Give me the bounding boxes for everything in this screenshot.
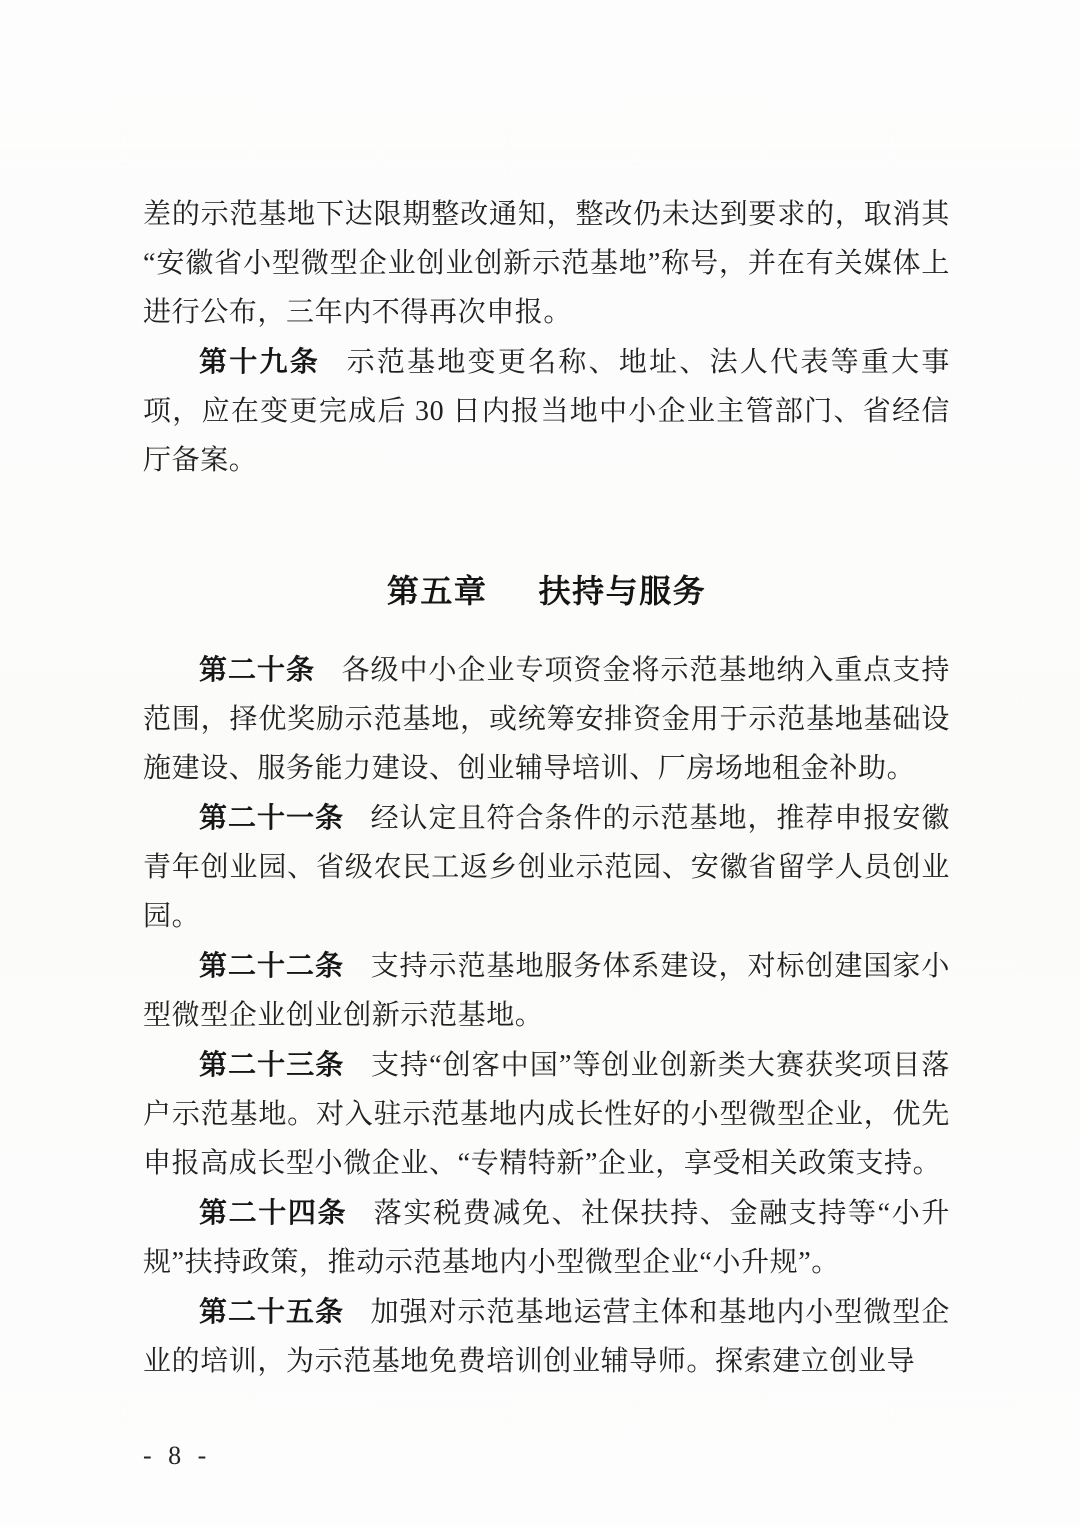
paragraph-text: 差的示范基地下达限期整改通知，整改仍未达到要求的，取消其“安徽省小型微型企业创业创新示范基地”称号，并在有关媒体上进行公布，三年内不得再次申报。: [143, 199, 950, 328]
article-number-24: 第二十四条: [199, 1197, 348, 1228]
paragraph-article-24: [143, 1188, 950, 1287]
paragraph-text: 支持示范基地服务体系建设，对标创建国家小型微型企业创业创新示范基地。: [143, 951, 950, 1031]
paragraph-text: 加强对示范基地运营主体和基地内小型微型企业的培训，为示范基地免费培训创业辅导师。探索建立创业导: [143, 1297, 950, 1377]
paragraph-text: 落实税费减免、社保扶持、金融支持等“小升规”扶持政策，推动示范基地内小型微型企业“小升规”。: [143, 1198, 950, 1278]
paragraph-text: 支持“创客中国”等创业创新类大赛获奖项目落户示范基地。对入驻示范基地内成长性好的小型微型企业，优先申报高成长型小微企业、“专精特新”企业，享受相关政策支持。: [143, 1050, 950, 1179]
chapter-title: 扶持与服务: [538, 573, 707, 609]
paragraph-text: 经认定且符合条件的示范基地，推荐申报安徽青年创业园、省级农民工返乡创业示范园、安徽省留学人员创业园。: [143, 803, 950, 932]
paragraph-article-22: [143, 941, 950, 1040]
paragraph-article-25: [143, 1287, 950, 1386]
article-number-23: 第二十三条: [199, 1049, 345, 1080]
paragraph-text: 各级中小企业专项资金将示范基地纳入重点支持范围，择优奖励示范基地，或统筹安排资金用于示范基地基础设施建设、服务能力建设、创业辅导培训、厂房场地租金补助。: [143, 655, 950, 784]
paragraph-continuation: [143, 190, 950, 337]
paragraph-article-20: [143, 645, 950, 793]
article-number-22: 第二十二条: [199, 950, 344, 981]
document-content: [143, 190, 950, 1386]
chapter-number: 第五章: [386, 573, 488, 609]
paragraph-article-21: [143, 793, 950, 941]
page-number: - 8 -: [143, 1441, 212, 1470]
page-footer: [143, 1431, 950, 1480]
article-number-20: 第二十条: [199, 654, 315, 685]
paragraph-article-19: [143, 337, 950, 485]
paragraph-text: 示范基地变更名称、地址、法人代表等重大事项，应在变更完成后 30 日内报当地中小企业主管部门、省经信厅备案。: [143, 347, 950, 476]
paragraph-article-23: [143, 1040, 950, 1188]
article-number-19: 第十九条: [199, 346, 321, 377]
article-number-21: 第二十一条: [199, 802, 344, 833]
chapter-heading: [143, 567, 950, 616]
article-number-25: 第二十五条: [199, 1296, 344, 1327]
